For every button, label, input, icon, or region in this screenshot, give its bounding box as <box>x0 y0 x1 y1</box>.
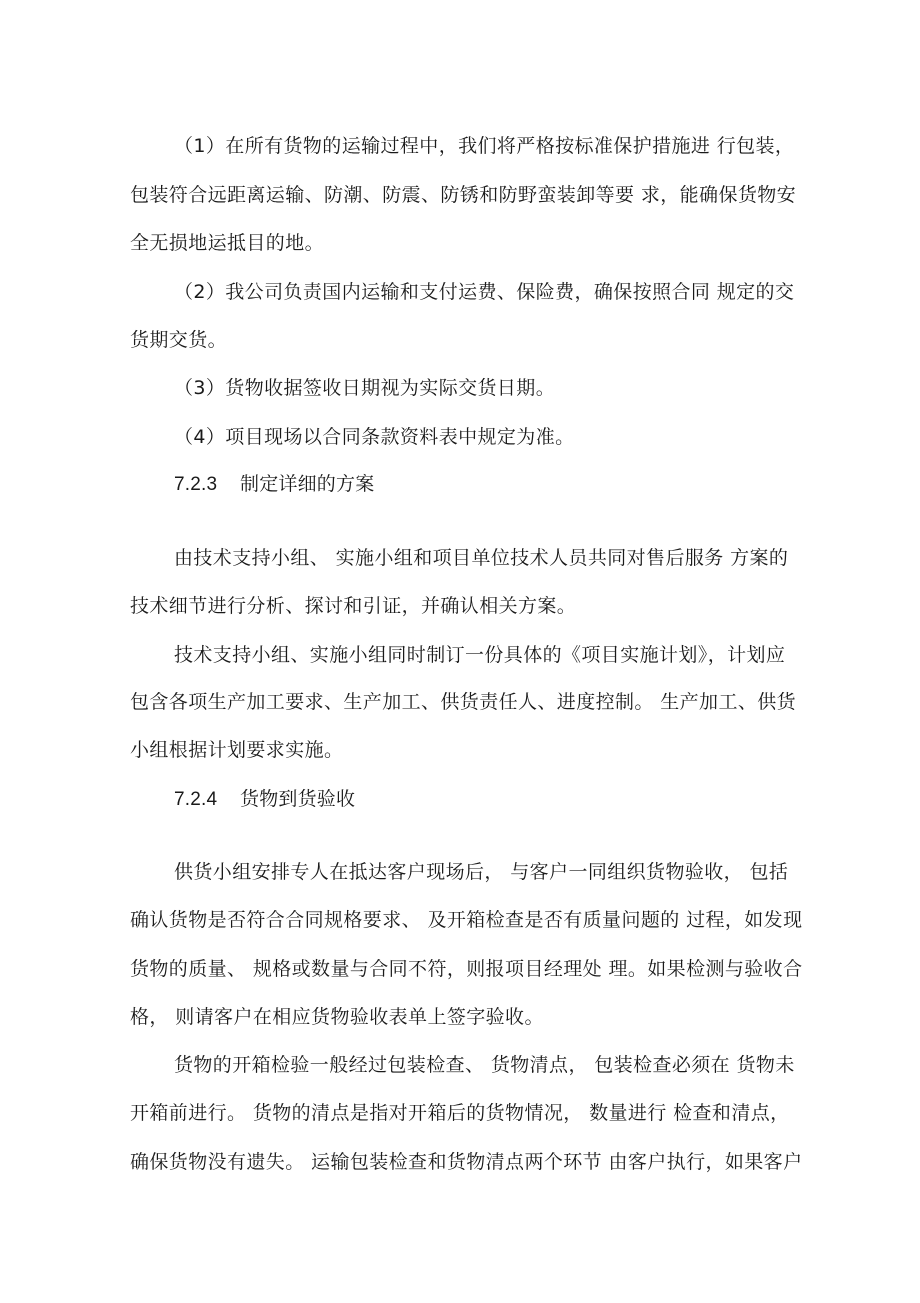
paragraph-2-line-1: （2）我公司负责国内运输和支付运费、保险费，确保按照合同 规定的交 <box>174 281 795 303</box>
paragraph-8-line-1: 货物的开箱检验一般经过包装检查、 货物清点， 包装检查必须在 货物未 <box>174 1054 795 1076</box>
paragraph-7-line-3: 货物的质量、 规格或数量与合同不符，则报项目经理处 理。如果检测与验收合 <box>130 958 803 980</box>
paragraph-1-line-1: （1）在所有货物的运输过程中，我们将严格按标准保护措施进 行包装， <box>174 135 795 157</box>
paragraph-7-line-1: 供货小组安排专人在抵达客户现场后， 与客户一同组织货物验收， 包括 <box>174 861 789 883</box>
paragraph-8-line-2: 开箱前进行。 货物的清点是指对开箱后的货物情况， 数量进行 检查和清点， <box>130 1102 790 1124</box>
section-number: 7.2.3 <box>174 474 218 495</box>
paragraph-6-line-1: 技术支持小组、实施小组同时制订一份具体的《项目实施计划》，计划应 <box>174 644 786 666</box>
paragraph-6-line-3: 小组根据计划要求实施。 <box>130 739 344 761</box>
section-number: 7.2.4 <box>174 789 218 810</box>
paragraph-3-line-1: （3）货物收据签收日期视为实际交货日期。 <box>174 377 556 399</box>
paragraph-8-line-3: 确保货物没有遗失。 运输包装检查和货物清点两个环节 由客户执行，如果客户 <box>130 1151 803 1173</box>
section-heading-7-2-4 <box>174 787 355 812</box>
paragraph-2-line-2: 货期交货。 <box>130 329 228 351</box>
paragraph-5-line-1: 由技术支持小组、 实施小组和项目单位技术人员共同对售后服务 方案的 <box>174 547 789 569</box>
paragraph-4-line-1: （4）项目现场以合同条款资料表中规定为准。 <box>174 426 575 448</box>
paragraph-5-line-2: 技术细节进行分析、探讨和引证，并确认相关方案。 <box>130 595 577 617</box>
paragraph-1-line-2: 包装符合远距离运输、防潮、防震、防锈和防野蛮装卸等要 求，能确保货物安 <box>130 184 797 206</box>
section-title: 货物到货验收 <box>240 788 356 810</box>
section-heading-7-2-3 <box>174 472 374 497</box>
section-title: 制定详细的方案 <box>240 473 375 495</box>
paragraph-6-line-2: 包含各项生产加工要求、生产加工、供货责任人、进度控制。 生产加工、供货 <box>130 691 797 713</box>
paragraph-7-line-2: 确认货物是否符合合同规格要求、 及开箱检查是否有质量问题的 过程，如发现 <box>130 909 803 931</box>
paragraph-1-line-3: 全无损地运抵目的地。 <box>130 232 325 254</box>
paragraph-7-line-4: 格， 则请客户在相应货物验收表单上签字验收。 <box>130 1006 544 1028</box>
